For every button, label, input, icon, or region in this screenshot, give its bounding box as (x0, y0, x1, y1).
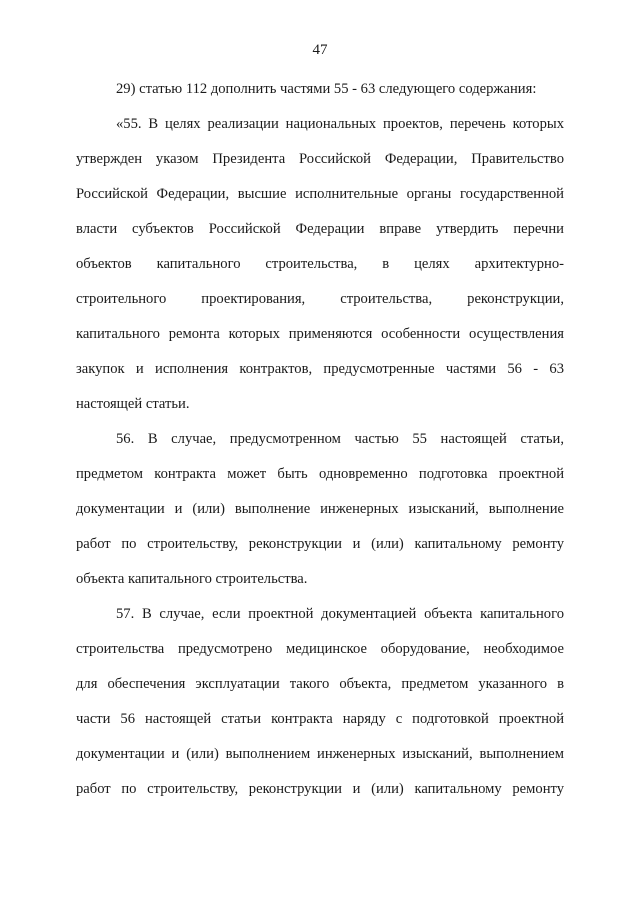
text-line: строительного проектирования, строительства, реконструкции, (76, 291, 564, 307)
text-line: предметом контракта может быть одновременно подготовка проектной (76, 466, 564, 482)
text-line: настоящей статьи. (76, 396, 190, 412)
text-line: капитального ремонта которых применяются особенности осуществления (76, 326, 564, 342)
page-number: 47 (312, 42, 328, 58)
text-line: закупок и исполнения контрактов, предусмотренные частями 56 - 63 (76, 361, 564, 377)
text-line: документации и (или) выполнение инженерных изысканий, выполнение (76, 501, 564, 517)
text-line: «55. В целях реализации национальных проектов, перечень которых (116, 116, 564, 132)
text-line: 29) статью 112 дополнить частями 55 - 63 следующего содержания: (116, 81, 537, 97)
text-line: документации и (или) выполнением инженерных изысканий, выполнением (76, 746, 564, 762)
text-line: объекта капитального строительства. (76, 571, 308, 587)
text-line: объектов капитального строительства, в целях архитектурно- (76, 256, 564, 272)
text-line: 57. В случае, если проектной документацией объекта капитального (116, 606, 564, 622)
text-line: части 56 настоящей статьи контракта наряду с подготовкой проектной (76, 711, 564, 727)
text-line: утвержден указом Президента Российской Федерации, Правительство (76, 151, 564, 167)
text-line: строительства предусмотрено медицинское оборудование, необходимое (76, 641, 564, 657)
text-line: работ по строительству, реконструкции и (или) капитальному ремонту (76, 781, 564, 797)
text-line: для обеспечения эксплуатации такого объекта, предметом указанного в (76, 676, 564, 692)
text-line: работ по строительству, реконструкции и (или) капитальному ремонту (76, 536, 564, 552)
text-line: 56. В случае, предусмотренном частью 55 настоящей статьи, (116, 431, 564, 447)
text-line: Российской Федерации, высшие исполнительные органы государственной (76, 186, 564, 202)
text-line: власти субъектов Российской Федерации вправе утвердить перечни (76, 221, 564, 237)
